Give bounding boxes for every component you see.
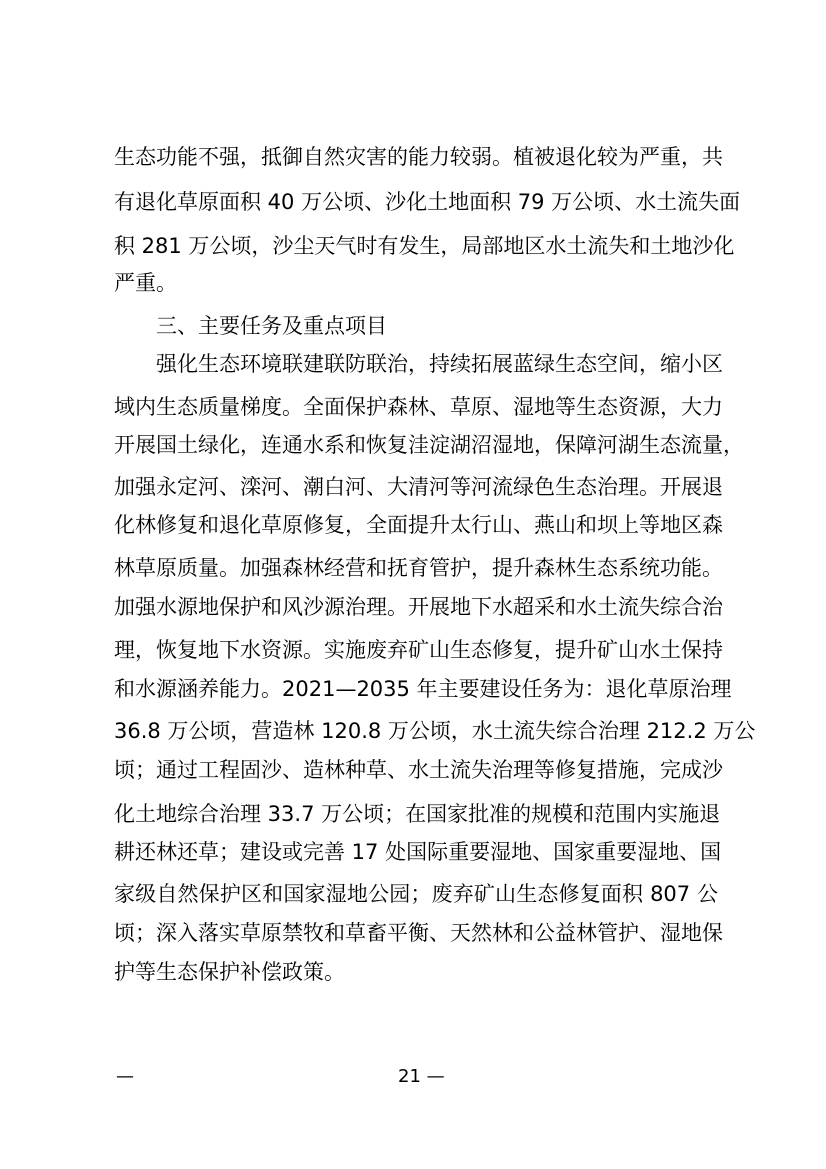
text-line-8: 开展国土绿化，连通水系和恢复洼淀湖沼湿地，保障河湖生态流量， — [114, 433, 744, 457]
section-heading: 三、主要任务及重点项目 — [156, 314, 387, 338]
text-line-1: 生态功能不强，抵御自然灾害的能力较弱。植被退化较为严重，共 — [114, 145, 723, 169]
text-line-19: 家级自然保护区和国家湿地公园；废弃矿山生态修复面积 807 公 — [114, 882, 718, 906]
text-line-3: 积 281 万公顷，沙尘天气时有发生，局部地区水土流失和土地沙化 — [114, 234, 735, 258]
text-line-9: 加强永定河、滦河、潮白河、大清河等河流绿色生态治理。开展退 — [114, 475, 723, 499]
text-line-4: 严重。 — [114, 271, 177, 295]
text-line-17: 化土地综合治理 33.7 万公顷；在国家批准的规模和范围内实施退 — [114, 802, 721, 826]
text-line-12: 加强水源地保护和风沙源治理。开展地下水超采和水土流失综合治 — [114, 595, 723, 619]
text-line-14: 和水源涵养能力。2021—2035 年主要建设任务为：退化草原治理 — [114, 677, 732, 701]
text-line-6: 强化生态环境联建联防联治，持续拓展蓝绿生态空间，缩小区 — [156, 352, 723, 376]
text-line-10: 化林修复和退化草原修复，全面提升太行山、燕山和坝上等地区森 — [114, 513, 723, 537]
text-line-7: 域内生态质量梯度。全面保护森林、草原、湿地等生态资源，大力 — [114, 395, 723, 419]
text-line-15: 36.8 万公顷，营造林 120.8 万公顷，水土流失综合治理 212.2 万公 — [114, 719, 756, 743]
text-line-11: 林草原质量。加强森林经营和抚育管护，提升森林生态系统功能。 — [114, 556, 723, 580]
footer-left-mark: — — [116, 1066, 134, 1087]
page-number: 21 — — [398, 1066, 445, 1087]
text-line-21: 护等生态保护补偿政策。 — [114, 960, 345, 984]
text-line-16: 顷；通过工程固沙、造林种草、水土流失治理等修复措施，完成沙 — [114, 758, 723, 782]
text-line-20: 顷；深入落实草原禁牧和草畜平衡、天然林和公益林管护、湿地保 — [114, 921, 723, 945]
text-line-13: 理，恢复地下水资源。实施废弃矿山生态修复，提升矿山水土保持 — [114, 638, 723, 662]
text-line-18: 耕还林还草；建设或完善 17 处国际重要湿地、国家重要湿地、国 — [114, 840, 722, 864]
text-line-2: 有退化草原面积 40 万公顷、沙化土地面积 79 万公顷、水土流失面 — [114, 190, 741, 214]
